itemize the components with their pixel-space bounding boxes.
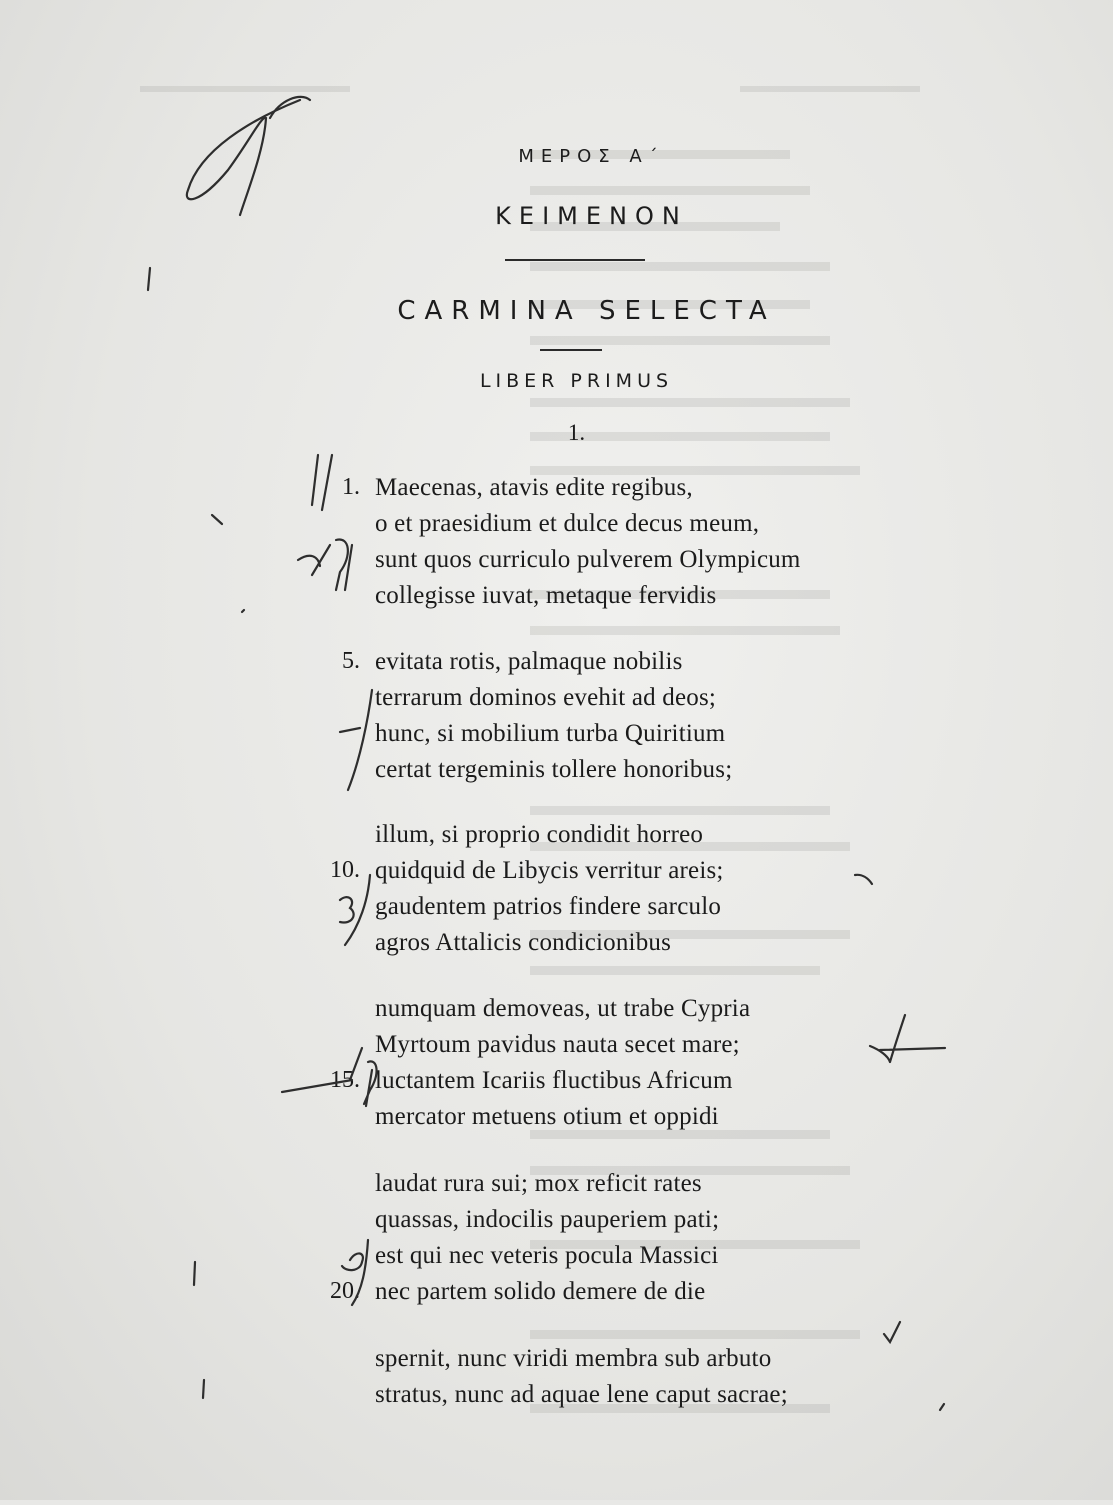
verse-line: nec partem solido demere de die (375, 1278, 706, 1305)
verse-line: Maecenas, atavis edite regibus, (375, 474, 693, 501)
verse-line: luctantem Icariis fluctibus Africum (375, 1067, 733, 1094)
line-number: 1. (342, 474, 360, 500)
heading-rule-2 (540, 349, 602, 351)
verse-line: evitata rotis, palmaque nobilis (375, 648, 683, 675)
verse-line: quassas, indocilis pauperiem pati; (375, 1206, 720, 1233)
line-number: 15. (330, 1067, 360, 1093)
verse-line: certat tergeminis tollere honoribus; (375, 756, 733, 783)
verse-line: terrarum dominos evehit ad deos; (375, 684, 717, 711)
line-number: 10. (330, 857, 360, 883)
verse-line: spernit, nunc viridi membra sub arbuto (375, 1345, 772, 1372)
line-number: 20. (330, 1278, 360, 1304)
book-heading: LIBER PRIMUS (479, 370, 674, 392)
verse-line: mercator metuens otium et oppidi (375, 1103, 719, 1130)
verse-line: illum, si proprio condidit horreo (375, 821, 704, 848)
section-heading: ΚΕΙΜΕΝΟΝ (495, 202, 688, 230)
verse-line: hunc, si mobilium turba Quiritium (375, 720, 726, 747)
verse-line: o et praesidium et dulce decus meum, (375, 510, 760, 537)
verse-line: Myrtoum pavidus nauta secet mare; (375, 1031, 740, 1058)
verse-line: laudat rura sui; mox reficit rates (375, 1170, 702, 1197)
verse-line: sunt quos curriculo pulverem Olympicum (375, 546, 801, 573)
verse-line: stratus, nunc ad aquae lene caput sacrae; (375, 1381, 788, 1408)
verse-line: gaudentem patrios findere sarculo (375, 893, 722, 920)
verse-line: est qui nec veteris pocula Massici (375, 1242, 719, 1269)
part-heading: ΜΕΡΟΣ Α΄ (518, 146, 665, 167)
verse-line: numquam demoveas, ut trabe Cypria (375, 995, 751, 1022)
verse-line: agros Attalicis condicionibus (375, 929, 672, 956)
verse-line: collegisse iuvat, metaque fervidis (375, 582, 717, 609)
heading-rule-1 (505, 259, 645, 261)
title-heading: CARMINA SELECTA (397, 296, 776, 326)
verse-line: quidquid de Libycis verritur areis; (375, 857, 724, 884)
line-number: 5. (342, 648, 360, 674)
poem-number: 1. (567, 420, 586, 445)
